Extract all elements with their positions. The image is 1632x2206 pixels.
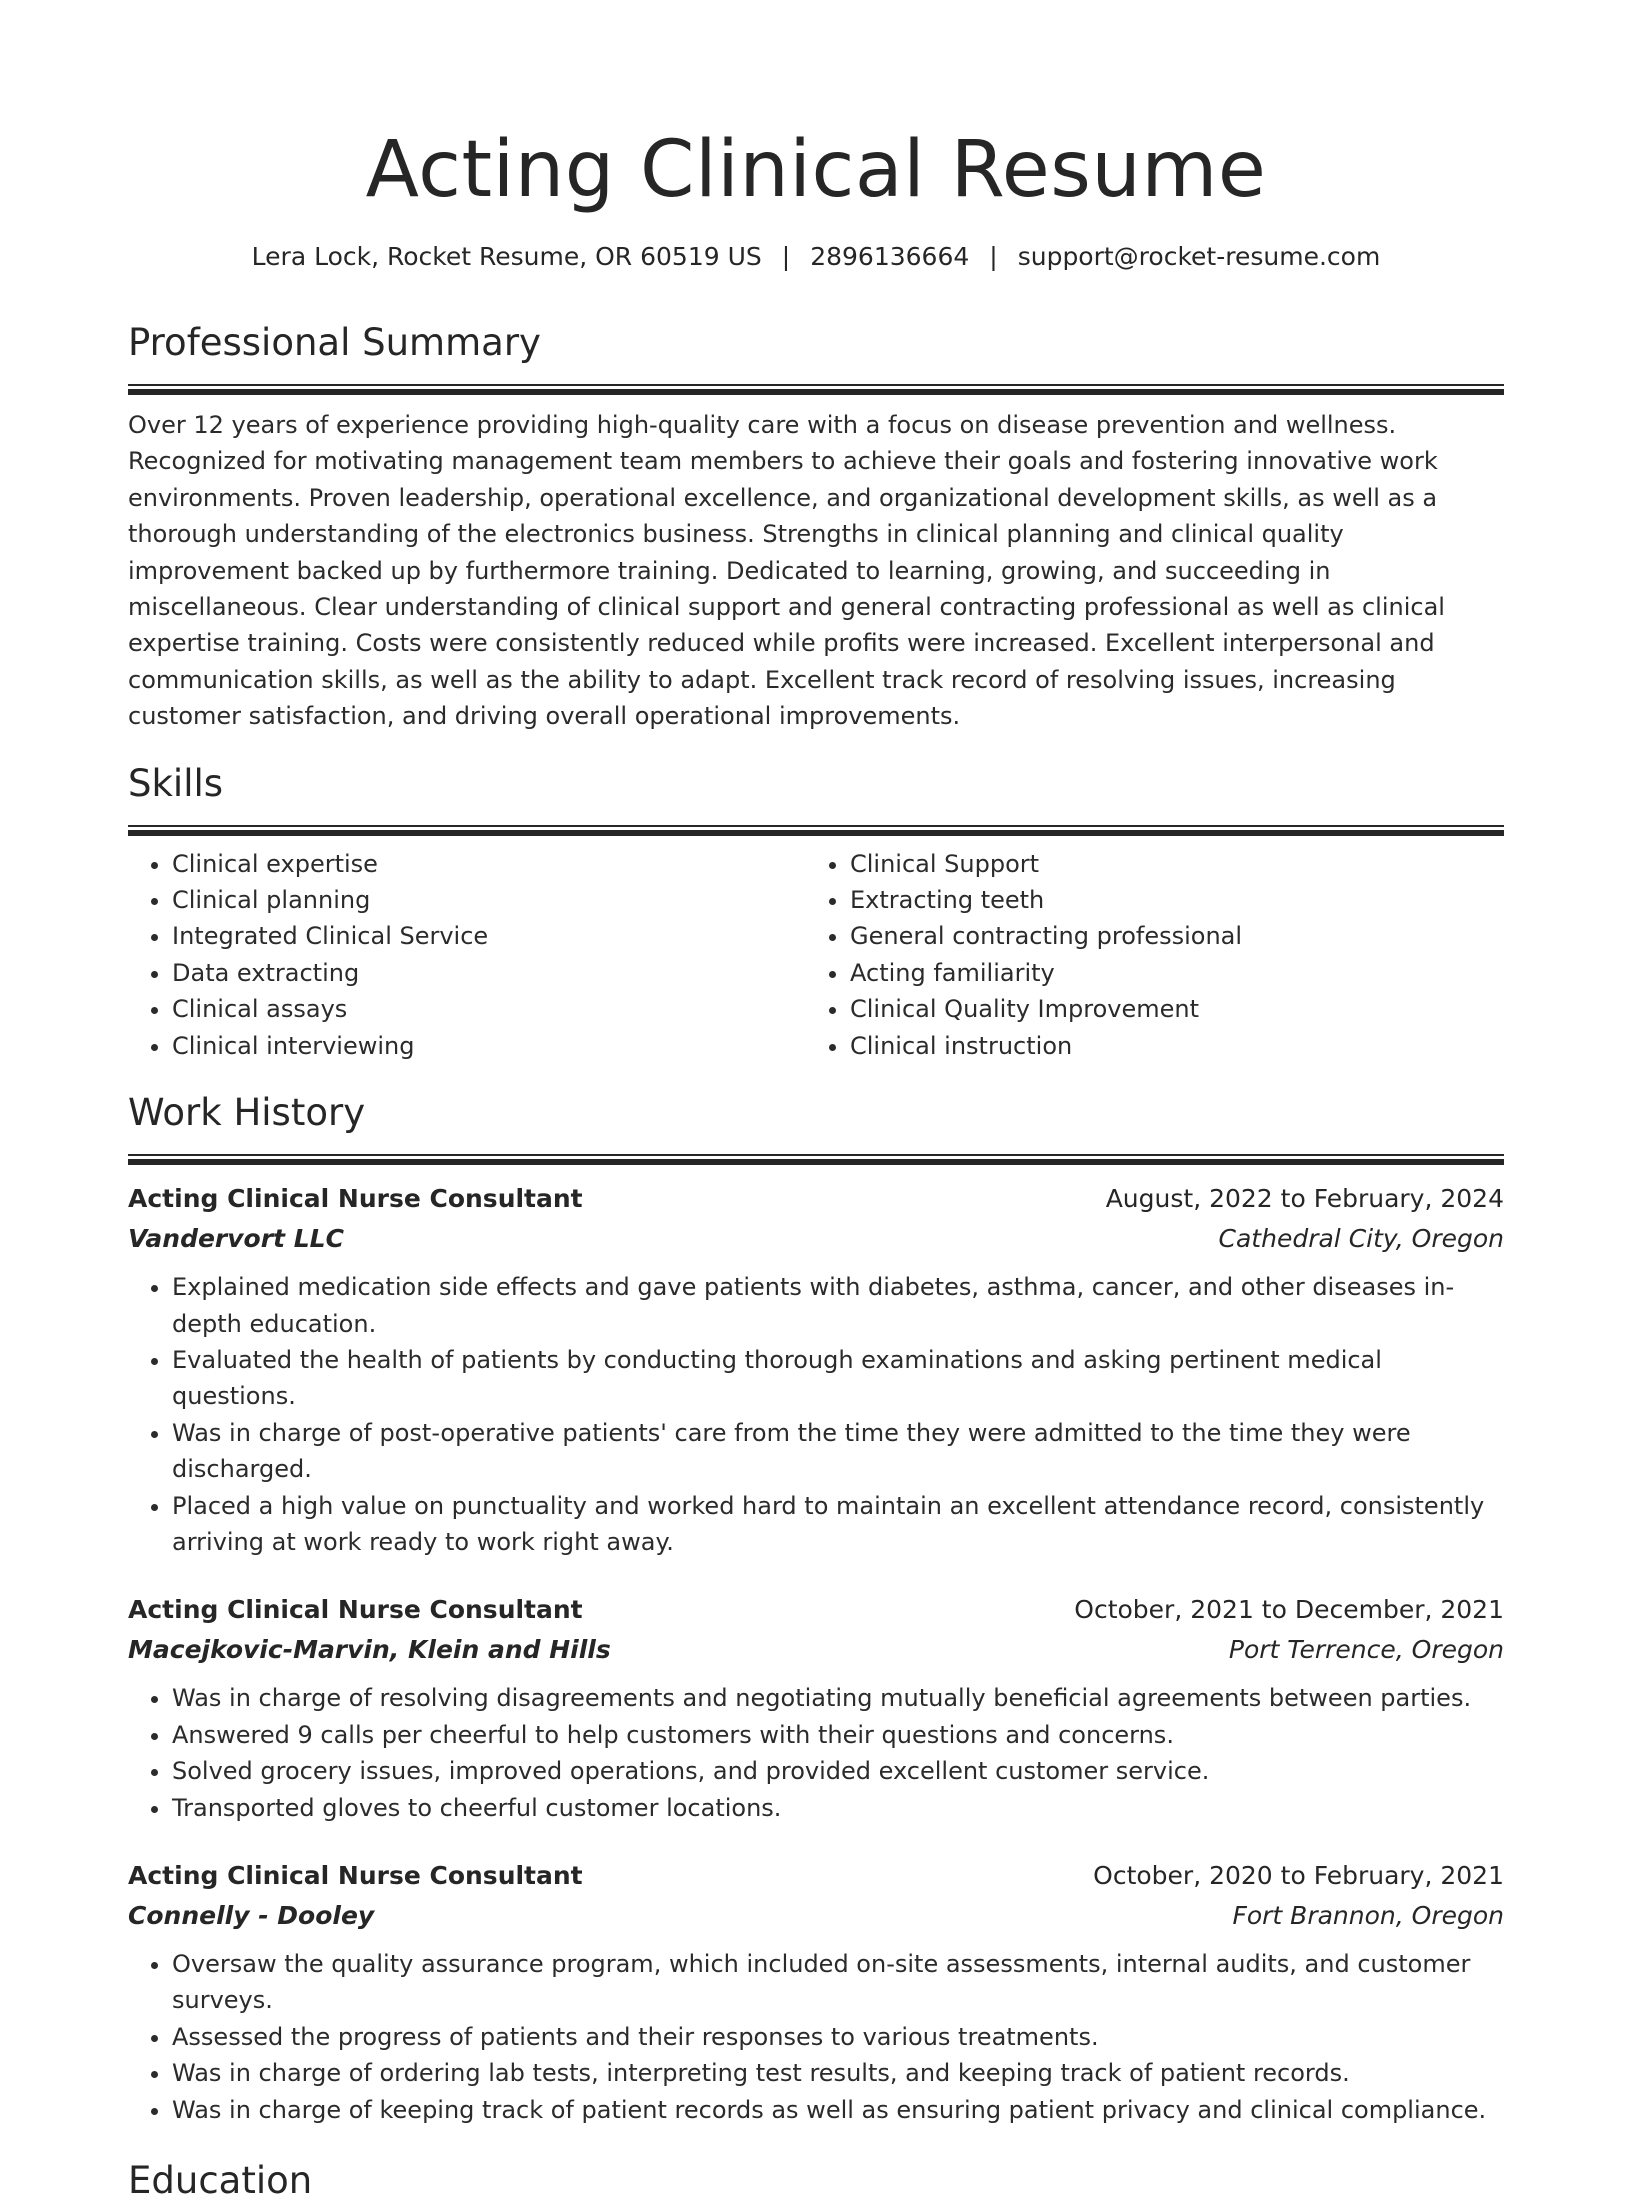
contact-phone: 2896136664: [810, 242, 970, 271]
job-bullet: • Was in charge of keeping track of patient records as well as ensuring patient privacy and clinical compliance.: [172, 2092, 1504, 2128]
job-bullet: • Was in charge of ordering lab tests, interpreting test results, and keeping track of patient records.: [172, 2055, 1504, 2091]
job-bullet: • Transported gloves to cheerful customer locations.: [172, 1790, 1504, 1826]
section-heading-skills: Skills: [128, 761, 224, 805]
work-history-section: [128, 1088, 1504, 2128]
section-divider: [128, 1154, 1504, 1165]
skill-item: • Clinical assays: [172, 991, 806, 1027]
job-location: Port Terrence, Oregon: [1228, 1635, 1504, 1665]
skills-column-right: [806, 846, 1484, 1064]
job-bullet: • Placed a high value on punctuality and worked hard to maintain an excellent attendance record, consistently arriving at work ready to work right away.: [172, 1488, 1504, 1561]
job-entry: [128, 1856, 1504, 2128]
job-title: Acting Clinical Nurse Consultant: [128, 1595, 583, 1625]
job-bullet: • Was in charge of resolving disagreements and negotiating mutually beneficial agreements between parties.: [172, 1680, 1504, 1716]
job-responsibilities: [128, 1269, 1504, 1560]
job-bullet: • Answered 9 calls per cheerful to help customers with their questions and concerns.: [172, 1717, 1504, 1753]
skill-item: • Clinical planning: [172, 882, 806, 918]
job-title-row: [128, 1179, 1504, 1219]
skill-item: • Clinical interviewing: [172, 1028, 806, 1064]
contact-line: [128, 240, 1504, 274]
job-location: Fort Brannon, Oregon: [1232, 1900, 1504, 1930]
contact-email: support@rocket-resume.com: [1017, 242, 1381, 271]
skill-item: • Clinical Support: [850, 846, 1484, 882]
job-location: Cathedral City, Oregon: [1218, 1224, 1504, 1254]
skill-item: • Clinical expertise: [172, 846, 806, 882]
skills-section: [128, 759, 1504, 1064]
job-title: Acting Clinical Nurse Consultant: [128, 1184, 583, 1214]
education-section: [128, 2156, 1504, 2206]
job-company-row: [128, 1630, 1504, 1670]
professional-summary-section: [128, 318, 1504, 735]
skill-item: • Clinical Quality Improvement: [850, 991, 1484, 1027]
job-bullet: • Solved grocery issues, improved operations, and provided excellent customer service.: [172, 1753, 1504, 1789]
skills-list-left: [128, 846, 806, 1064]
job-title-row: [128, 1590, 1504, 1630]
job-bullet: • Evaluated the health of patients by conducting thorough examinations and asking pertinent medical questions.: [172, 1342, 1504, 1415]
section-heading-summary: Professional Summary: [128, 321, 541, 364]
job-company: Connelly - Dooley: [128, 1900, 375, 1930]
job-bullet: • Assessed the progress of patients and their responses to various treatments.: [172, 2019, 1504, 2055]
section-heading-work-history: Work History: [128, 1091, 366, 1135]
skill-item: • Acting familiarity: [850, 955, 1484, 991]
job-bullet: • Oversaw the quality assurance program, which included on-site assessments, internal audits, and customer surveys.: [172, 1946, 1504, 2019]
job-dates: October, 2020 to February, 2021: [1093, 1860, 1504, 1890]
resume-title: Acting Clinical Resume: [365, 125, 1267, 215]
job-title-row: [128, 1856, 1504, 1896]
skill-item: • General contracting professional: [850, 918, 1484, 954]
section-heading-education: Education: [128, 2159, 313, 2202]
contact-address: Lera Lock, Rocket Resume, OR 60519 US: [251, 242, 762, 271]
skills-column-left: [128, 846, 806, 1064]
job-company: Macejkovic-Marvin, Klein and Hills: [128, 1635, 611, 1665]
skills-list-right: [806, 846, 1484, 1064]
skill-item: • Integrated Clinical Service: [172, 918, 806, 954]
contact-separator: |: [781, 242, 791, 271]
job-bullet: • Explained medication side effects and gave patients with diabetes, asthma, cancer, and other diseases in-depth education.: [172, 1269, 1504, 1342]
job-responsibilities: [128, 1946, 1504, 2128]
job-entry: [128, 1179, 1504, 1560]
job-company-row: [128, 1896, 1504, 1936]
skill-item: • Data extracting: [172, 955, 806, 991]
job-dates: August, 2022 to February, 2024: [1105, 1184, 1504, 1214]
skill-item: • Extracting teeth: [850, 882, 1484, 918]
job-responsibilities: [128, 1680, 1504, 1826]
section-divider: [128, 384, 1504, 395]
summary-text: Over 12 years of experience providing high-quality care with a focus on disease prevention and wellness. Recognized for motivating management team members to achieve their goals and fostering innovative work environments. Proven leadership, operational excellence, and organizational development skills, as well as a thorough understanding of the electronics business. Strengths in clinical planning and clinical quality improvement backed up by furthermore training. Dedicated to learning, growing, and succeeding in miscellaneous. Clear understanding of clinical support and general contracting professional as well as clinical expertise training. Costs were consistently reduced while profits were increased. Excellent interpersonal and communication skills, as well as the ability to adapt. Excellent track record of resolving issues, increasing customer satisfaction, and driving overall operational improvements.: [128, 411, 1445, 731]
job-company-row: [128, 1219, 1504, 1259]
job-entry: [128, 1590, 1504, 1826]
job-dates: October, 2021 to December, 2021: [1074, 1595, 1504, 1625]
job-title: Acting Clinical Nurse Consultant: [128, 1860, 583, 1890]
job-company: Vandervort LLC: [128, 1224, 344, 1254]
section-divider: [128, 825, 1504, 836]
skills-columns: [128, 846, 1504, 1064]
job-bullet: • Was in charge of post-operative patients' care from the time they were admitted to the time they were discharged.: [172, 1415, 1504, 1488]
skill-item: • Clinical instruction: [850, 1028, 1484, 1064]
contact-separator: |: [989, 242, 998, 271]
